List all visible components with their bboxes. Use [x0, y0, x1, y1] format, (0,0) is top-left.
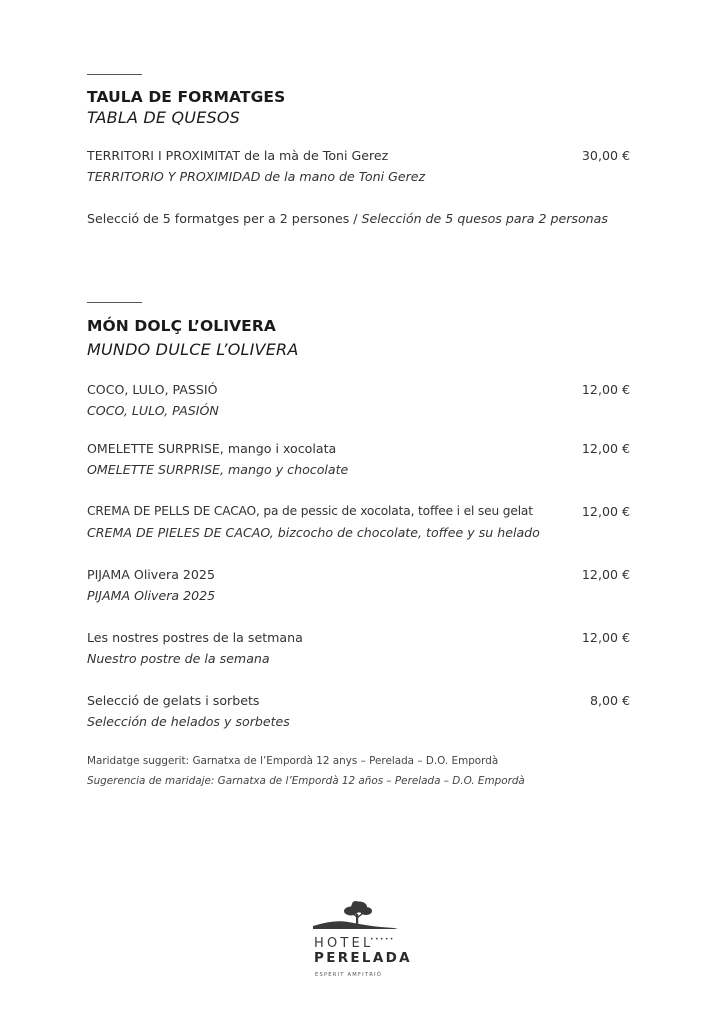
hotel-logo — [312, 898, 416, 988]
item-price: 8,00 € — [589, 693, 630, 708]
item-name-es: Selección de helados y sorbetes — [87, 714, 290, 729]
item-name-es: OMELETTE SURPRISE, mango y chocolate — [87, 462, 349, 477]
pairing-suggestion-ca: Maridatge suggerit: Garnatxa de l’Empordà 12 anys – Perelada – D.O. Empordà — [87, 755, 499, 767]
item-name-es: CREMA DE PIELES DE CACAO, bizcocho de chocolate, toffee y su helado — [87, 525, 540, 540]
item-price: 12,00 € — [581, 567, 630, 582]
item-name: Les nostres postres de la setmana — [87, 630, 303, 645]
item-price: 30,00 € — [581, 148, 630, 163]
section-divider — [87, 74, 142, 75]
item-name: CREMA DE PELLS DE CACAO, pa de pessic de xocolata, toffee i el seu gelat — [87, 504, 533, 518]
section-divider — [87, 302, 142, 303]
item-price: 12,00 € — [581, 504, 630, 519]
section-subtitle-desserts: MUNDO DULCE L’OLIVERA — [87, 340, 299, 359]
logo-tagline: ESPERIT AMFITRIÓ — [315, 972, 383, 978]
section-subtitle-cheese: TABLA DE QUESOS — [87, 108, 241, 127]
olive-tree-on-hill-icon — [312, 898, 416, 932]
section-note — [87, 211, 608, 226]
note-ca: Selecció de 5 formatges per a 2 persones / — [87, 211, 362, 226]
logo-name-text: PERELADA — [314, 950, 412, 966]
item-name: OMELETTE SURPRISE, mango i xocolata — [87, 441, 337, 456]
item-name: COCO, LULO, PASSIÓ — [87, 382, 218, 397]
item-name: Selecció de gelats i sorbets — [87, 693, 260, 708]
item-name: TERRITORI I PROXIMITAT de la mà de Toni Gerez — [87, 148, 389, 163]
pairing-suggestion-es: Sugerencia de maridaje: Garnatxa de l’Empordà 12 años – Perelada – D.O. Empordà — [87, 775, 525, 787]
item-name-es: Nuestro postre de la semana — [87, 651, 270, 666]
logo-stars: ••••• — [370, 936, 395, 943]
section-title-desserts: MÓN DOLÇ L’OLIVERA — [87, 317, 276, 335]
item-name-es: TERRITORIO Y PROXIMIDAD de la mano de Toni Gerez — [87, 169, 426, 184]
item-price: 12,00 € — [581, 630, 630, 645]
logo-hotel-text: HOTEL — [314, 936, 374, 951]
item-name-es: COCO, LULO, PASIÓN — [87, 403, 219, 418]
item-name-es: PIJAMA Olivera 2025 — [87, 588, 216, 603]
item-price: 12,00 € — [581, 382, 630, 397]
item-price: 12,00 € — [581, 441, 630, 456]
note-es: Selección de 5 quesos para 2 personas — [361, 211, 608, 226]
item-name: PIJAMA Olivera 2025 — [87, 567, 215, 582]
section-title-cheese: TAULA DE FORMATGES — [87, 88, 286, 106]
